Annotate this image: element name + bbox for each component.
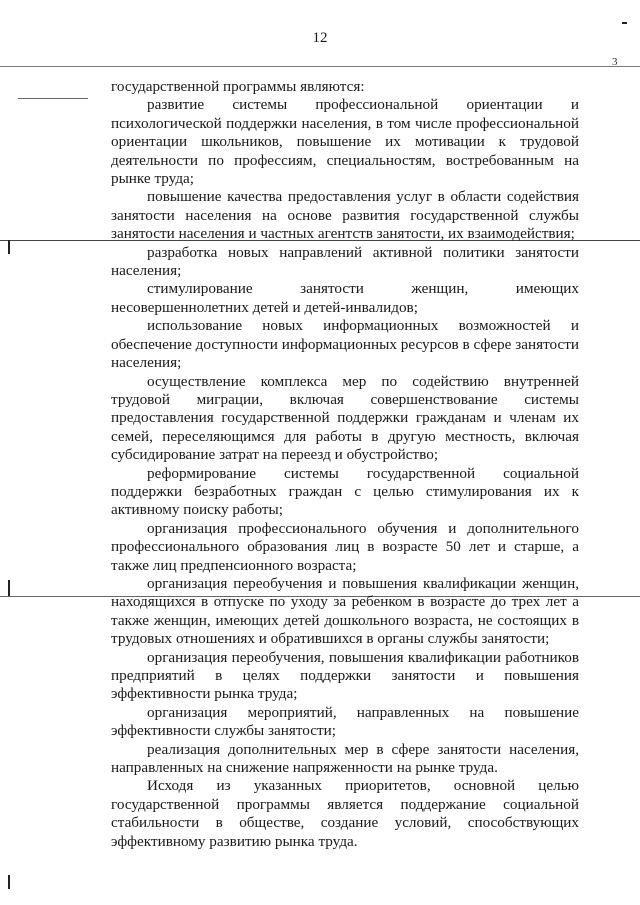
scan-line-left-dash [18,98,88,99]
paragraph-item: организация мероприятий, направленных на повышение эффективности службы занятости; [111,703,579,740]
page-number: 12 [312,30,328,46]
scan-line-top [0,66,640,67]
paragraph-item: организация переобучения и повышения квалификации женщин, находящихся в отпуске по уходу за ребенком в возрасте до трех лет а также женщин, имеющих детей дошкольного возраста, не состоящих в трудовых отношениях и обратившихся в органы службы занятости; [111,574,579,648]
paragraph-item: повышение качества предоставления услуг в области содействия занятости населения на основе развития государственной службы занятости населения и частных агентств занятости, их взаимодействия; [111,188,579,243]
paragraph-intro: государственной программы являются: [111,78,365,95]
scan-mark-left-3 [8,875,10,889]
paragraph-item: организация переобучения, повышения квалификации работников предприятий в целях поддержки занятости и повышения эффективности рынка труда; [111,648,579,703]
scan-mark-left-1 [8,240,10,254]
document-body [111,78,579,851]
corner-mark: 3 [612,56,618,68]
paragraph-item: разработка новых направлений активной политики занятости населения; [111,243,579,280]
paragraph-item: осуществление комплекса мер по содействию внутренней трудовой миграции, включая совершенствование системы предоставления государственной поддержки гражданам и членам их семей, переселяющимся для работы в другую местность, включая субсидирование затрат на переезд и обустройство; [111,372,579,464]
scan-mark-left-2 [8,580,10,596]
paragraph-item: стимулирование занятости женщин, имеющих несовершеннолетних детей и детей-инвалидов; [111,280,579,316]
paragraph-item: реализация дополнительных мер в сфере занятости населения, направленных на снижение напряженности на рынке труда. [111,740,579,777]
paragraph-item: реформирование системы государственной социальной поддержки безработных граждан с целью стимулирования их к активному поиску работы; [111,464,579,519]
paragraph-item: организация профессионального обучения и дополнительного профессионального образования лиц в возрасте 50 лет и старше, а также лиц предпенсионного возраста; [111,519,579,574]
scan-mark-right-top [622,22,627,24]
paragraph-item: использование новых информационных возможностей и обеспечение доступности информационных ресурсов в сфере занятости населения; [111,317,579,372]
paragraph-item: развитие системы профессиональной ориентации и психологической поддержки населения, в том числе профессиональной ориентации школьников, повышение их мотивации к трудовой деятельности по профессиям, специальностям, востребованным на рынке труда; [111,96,579,188]
paragraph-conclusion: Исходя из указанных приоритетов, основной целью государственной программы является поддержание социальной стабильности в обществе, создание условий, способствующих эффективному развитию рынка труда. [111,777,579,850]
